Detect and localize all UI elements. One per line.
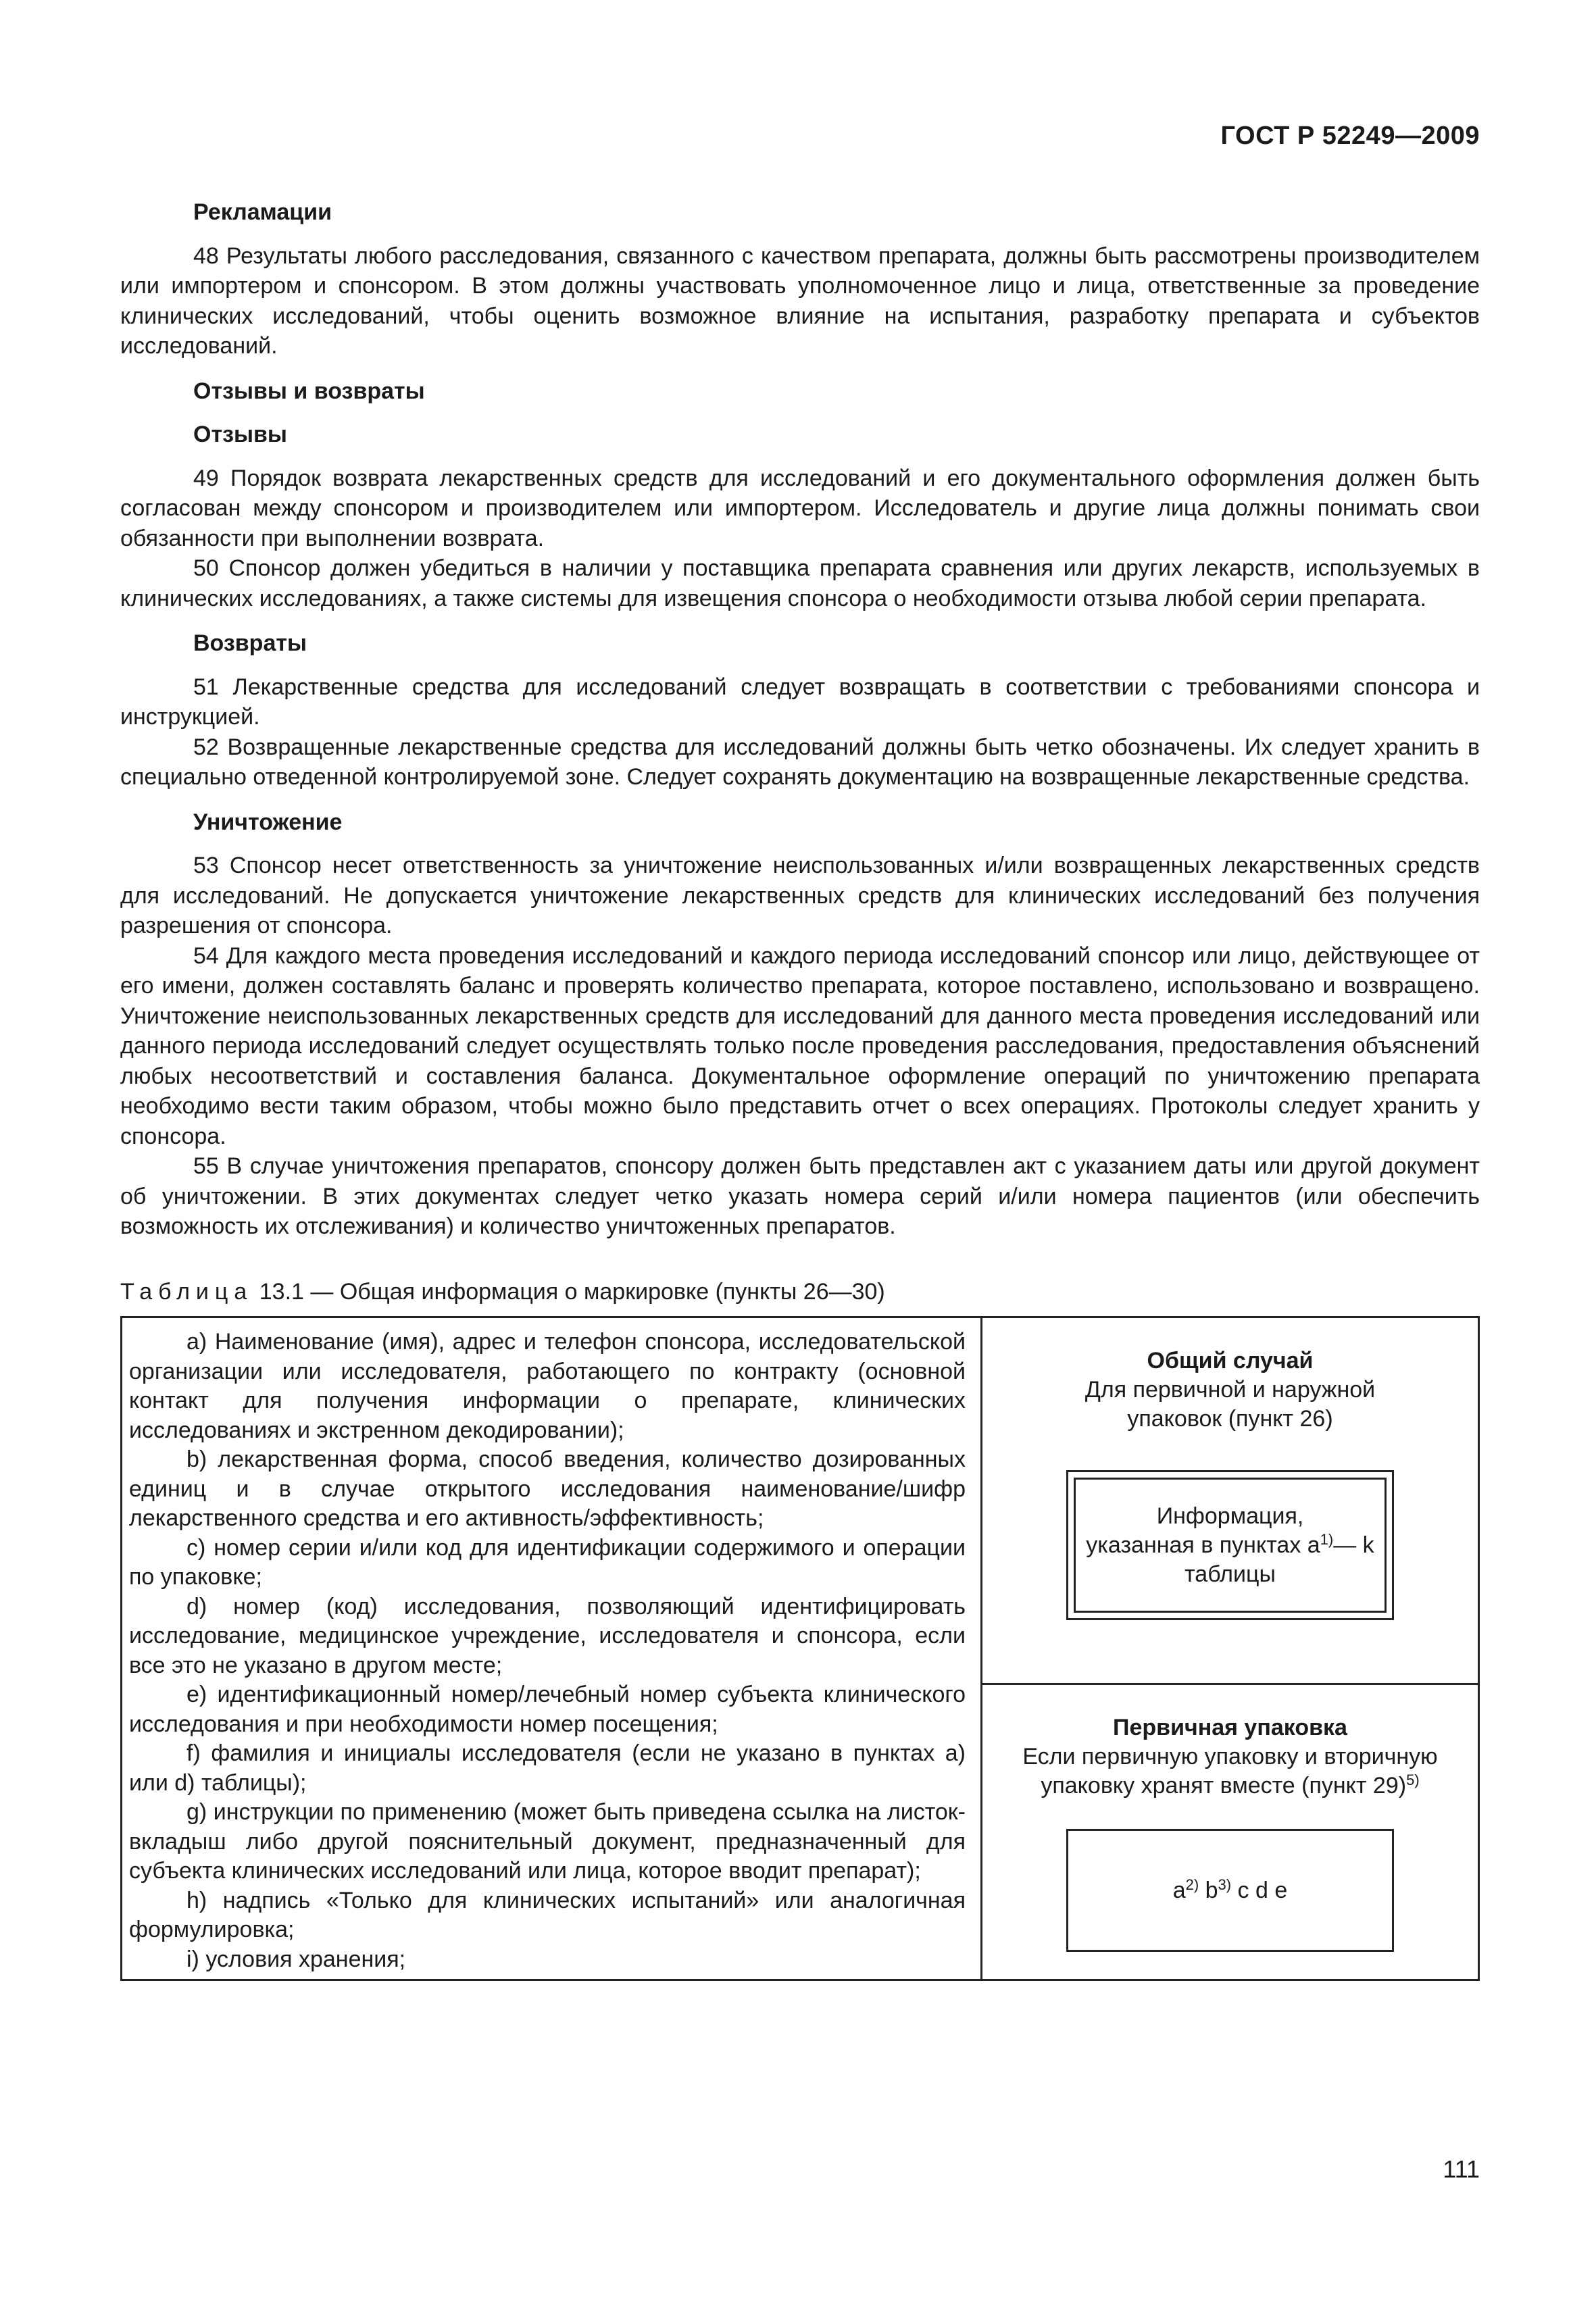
section-heading-recalls: Отзывы [193,422,287,447]
item-a-ref: a [1172,1877,1186,1903]
info-box-line2-text: указанная в пунктах a [1086,1532,1320,1558]
section-heading-recalls-returns: Отзывы и возвраты [193,378,425,404]
labeling-item-a: а) Наименование (имя), адрес и телефон спонсора, исследовательской организации или исследователя, работающего по контракту (основной контакт для получения информации о препарате, клинических исследованиях и экстренном декодировании); [129,1329,966,1443]
standard-header: ГОСТ Р 52249—2009 [1220,122,1480,150]
paragraph-49: 49 Порядок возврата лекарственных средств для исследований и его документального оформления должен быть согласован между спонсором и производителем или импортером. Исследователь и другие лица должны понимать свои обязанности при выполнении возврата. [120,465,1480,551]
footnote-3-marker: 3) [1218,1876,1232,1893]
info-box-line1: Информация, [1156,1503,1304,1529]
primary-pack-cell [982,1684,1479,1980]
info-box-line3: таблицы [1184,1561,1276,1587]
general-case-cell [982,1317,1479,1684]
table-caption-word: Таблица [120,1278,253,1305]
general-case-title: Общий случай [1147,1348,1314,1374]
labeling-item-g: g) инструкции по применению (может быть приведена ссылка на листок-вкладыш либо другой пояснительный документ, предназначенный для субъекта клинических исследований или лица, которое вводит препарат); [129,1799,966,1884]
section-heading-destruction: Уничтожение [193,809,343,835]
paragraph-52: 52 Возвращенные лекарственные средства для исследований должны быть четко обозначены. Их следует хранить в специально отведенной контролируемой зоне. Следует сохранять документацию на возвращенные лекарственные средства. [120,734,1480,790]
document-body [120,197,1480,1981]
section-heading-returns: Возвраты [193,630,307,656]
paragraph-55: 55 В случае уничтожения препаратов, спонсору должен быть представлен акт с указанием даты или другой документ об уничтожении. В этих документах следует четко указать номера серий и/или номера пациентов (или обеспечить возможность их отслеживания) и количество уничтоженных препаратов. [120,1153,1480,1239]
labeling-item-c: c) номер серии и/или код для идентификации содержимого и операции по упаковке; [129,1534,966,1590]
labeling-table [120,1316,1480,1981]
general-case-subtitle-line2: упаковок (пункт 26) [1127,1406,1333,1432]
info-box-line2 [1086,1531,1374,1560]
primary-pack-box-content [1173,1876,1288,1906]
paragraph-53: 53 Спонсор несет ответственность за уничтожение неиспользованных и/или возвращенных лекарственных средств для исследований. Не допускается уничтожение лекарственных средств для клинических исследований без получения разрешения от спонсора. [120,853,1480,938]
paragraph-48: 48 Результаты любого расследования, связанного с качеством препарата, должны быть рассмотрены производителем или импортером и спонсором. В этом должны участвовать уполномоченное лицо и лица, ответственные за проведение клинических исследований, чтобы оценить возможное влияние на испытания, разработку препарата и субъектов исследований. [120,243,1480,359]
table-caption [120,1277,1480,1307]
paragraph-51: 51 Лекарственные средства для исследований следует возвращать в соответствии с требованиями спонсора и инструкцией. [120,674,1480,730]
info-box-line2-range: — k [1333,1532,1374,1558]
primary-pack-subtitle-line1: Если первичную упаковку и вторичную [1022,1744,1438,1769]
footnote-2-marker: 2) [1185,1876,1199,1893]
paragraph-50: 50 Спонсор должен убедиться в наличии у поставщика препарата сравнения или других лекарств, используемых в клинических исследованиях, а также системы для извещения спонсора о необходимости отзыва любой серии препарата. [120,555,1480,611]
primary-pack-subtitle-text: упаковку хранят вместе (пункт 29) [1041,1773,1407,1799]
general-case-subtitle-line1: Для первичной и наружной [1084,1377,1376,1403]
page-number: 111 [1443,2155,1480,2183]
table-caption-text: 13.1 — Общая информация о маркировке (пункты 26—30) [253,1278,885,1305]
labeling-item-b: b) лекарственная форма, способ введения, количество дозированных единиц и в случае открытого исследования наименование/шифр лекарственного средства и его активность/эффективность; [129,1447,966,1531]
general-case-double-frame [1066,1470,1394,1620]
section-heading-complaints: Рекламации [193,199,332,225]
primary-pack-box [1066,1829,1394,1952]
labeling-items-cell [122,1317,982,1980]
primary-pack-title: Первичная упаковка [1113,1715,1347,1740]
item-cde-ref: c d e [1231,1877,1288,1903]
labeling-item-i: i) условия хранения; [186,1946,406,1972]
labeling-item-f: f) фамилия и инициалы исследователя (если не указано в пунктах a) или d) таблицы); [129,1740,966,1796]
primary-pack-subtitle-line2 [982,1771,1478,1801]
footnote-5-marker: 5) [1406,1771,1420,1788]
item-b-ref: b [1199,1877,1218,1903]
labeling-item-h: h) надпись «Только для клинических испытаний» или аналогичная формулировка; [129,1887,966,1942]
labeling-item-e: e) идентификационный номер/лечебный номер субъекта клинического исследования и при необходимости номер посещения; [129,1682,966,1737]
labeling-item-d: d) номер (код) исследования, позволяющий идентифицировать исследование, медицинское учреждение, исследователя и спонсора, если все это не указано в другом месте; [129,1593,966,1678]
paragraph-54: 54 Для каждого места проведения исследований и каждого периода исследований спонсор или лицо, действующее от его имени, должен составлять баланс и проверять количество препарата, которое поставлено, использовано и возвращено. Уничтожение неиспользованных лекарственных средств для исследований для данного места проведения исследований или данного периода исследований следует осуществлять только после проведения расследования, предоставления объяснений любых несоответствий и составления баланса. Документальное оформление операций по уничтожению препарата необходимо вести таким образом, чтобы можно было представить отчет о всех операциях. Протоколы следует хранить у спонсора. [120,942,1480,1149]
footnote-1-marker: 1) [1320,1530,1334,1548]
general-case-info-box [1074,1478,1387,1613]
